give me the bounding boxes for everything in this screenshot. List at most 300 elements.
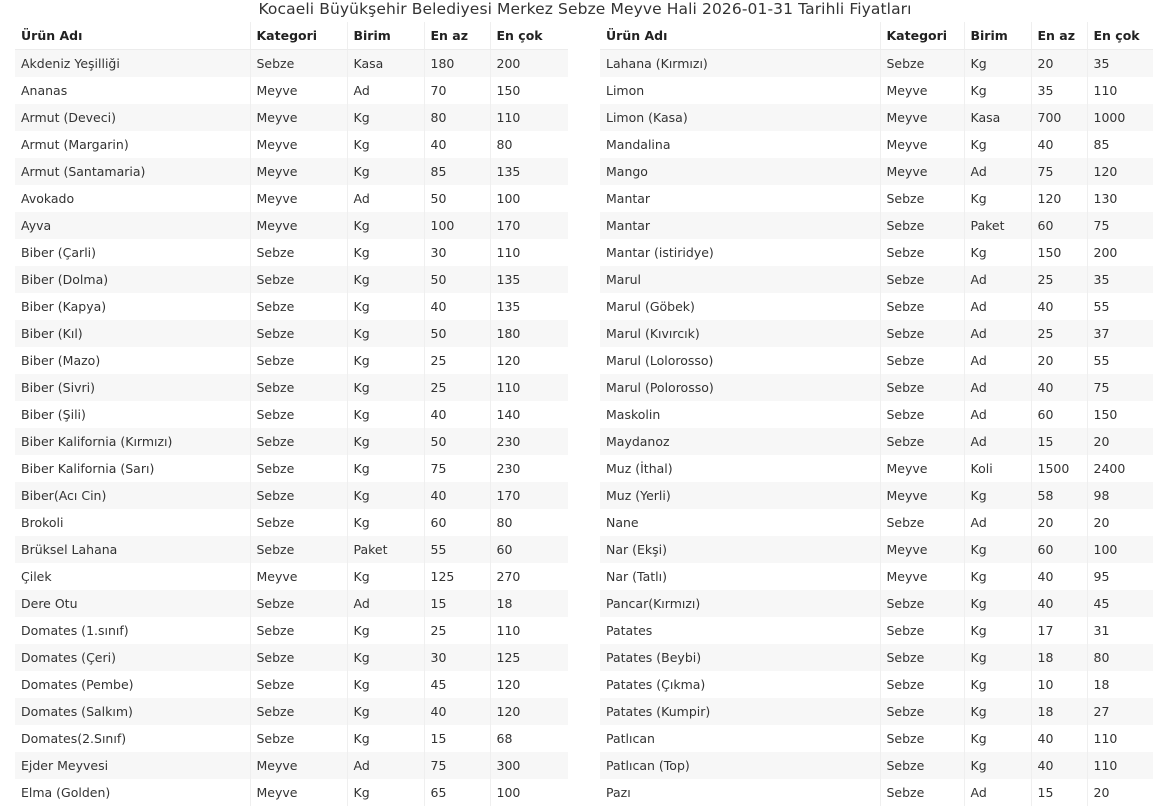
cell-kategori: Meyve bbox=[250, 104, 347, 131]
cell-en-az: 15 bbox=[424, 590, 490, 617]
table-row bbox=[15, 617, 568, 644]
cell-en-az: 50 bbox=[424, 266, 490, 293]
cell-urun-adi: Biber (Sivri) bbox=[15, 374, 250, 401]
cell-kategori: Sebze bbox=[250, 644, 347, 671]
cell-birim: Kg bbox=[964, 671, 1031, 698]
cell-en-cok: 100 bbox=[490, 185, 568, 212]
cell-birim: Ad bbox=[964, 401, 1031, 428]
table-row bbox=[600, 158, 1153, 185]
price-table-right bbox=[600, 22, 1153, 806]
cell-en-cok: 20 bbox=[1087, 509, 1153, 536]
cell-en-az: 40 bbox=[424, 698, 490, 725]
cell-birim: Paket bbox=[347, 536, 424, 563]
cell-urun-adi: Biber (Şili) bbox=[15, 401, 250, 428]
cell-kategori: Sebze bbox=[250, 725, 347, 752]
cell-en-az: 100 bbox=[424, 212, 490, 239]
cell-birim: Kg bbox=[347, 563, 424, 590]
cell-en-cok: 110 bbox=[490, 617, 568, 644]
header-kategori[interactable]: Kategori bbox=[880, 22, 964, 50]
table-header-row bbox=[15, 22, 568, 50]
table-row bbox=[15, 428, 568, 455]
cell-en-cok: 135 bbox=[490, 293, 568, 320]
cell-en-az: 25 bbox=[424, 374, 490, 401]
cell-urun-adi: Domates (Pembe) bbox=[15, 671, 250, 698]
table-row bbox=[15, 779, 568, 806]
header-birim[interactable]: Birim bbox=[347, 22, 424, 50]
table-row bbox=[600, 671, 1153, 698]
cell-kategori: Meyve bbox=[880, 131, 964, 158]
cell-en-az: 60 bbox=[1031, 536, 1087, 563]
cell-birim: Kg bbox=[964, 644, 1031, 671]
cell-en-cok: 18 bbox=[490, 590, 568, 617]
cell-birim: Ad bbox=[964, 428, 1031, 455]
cell-kategori: Sebze bbox=[880, 212, 964, 239]
cell-birim: Kg bbox=[964, 698, 1031, 725]
cell-urun-adi: Domates(2.Sınıf) bbox=[15, 725, 250, 752]
cell-birim: Kg bbox=[347, 617, 424, 644]
cell-en-az: 50 bbox=[424, 320, 490, 347]
cell-birim: Kg bbox=[347, 644, 424, 671]
cell-birim: Kg bbox=[347, 428, 424, 455]
cell-en-cok: 110 bbox=[1087, 752, 1153, 779]
table-row bbox=[600, 212, 1153, 239]
table-row bbox=[600, 428, 1153, 455]
cell-kategori: Sebze bbox=[880, 428, 964, 455]
table-row bbox=[15, 77, 568, 104]
cell-en-cok: 85 bbox=[1087, 131, 1153, 158]
cell-en-az: 25 bbox=[1031, 266, 1087, 293]
table-row bbox=[600, 509, 1153, 536]
cell-en-cok: 230 bbox=[490, 428, 568, 455]
header-kategori[interactable]: Kategori bbox=[250, 22, 347, 50]
cell-en-cok: 75 bbox=[1087, 374, 1153, 401]
cell-urun-adi: Mango bbox=[600, 158, 880, 185]
table-row bbox=[600, 644, 1153, 671]
cell-en-az: 85 bbox=[424, 158, 490, 185]
cell-en-az: 15 bbox=[1031, 779, 1087, 806]
cell-en-az: 45 bbox=[424, 671, 490, 698]
cell-kategori: Meyve bbox=[880, 536, 964, 563]
table-row bbox=[15, 320, 568, 347]
cell-en-cok: 110 bbox=[490, 104, 568, 131]
cell-birim: Paket bbox=[964, 212, 1031, 239]
cell-en-cok: 180 bbox=[490, 320, 568, 347]
table-row bbox=[600, 401, 1153, 428]
cell-en-az: 60 bbox=[1031, 401, 1087, 428]
cell-kategori: Meyve bbox=[250, 212, 347, 239]
table-row bbox=[15, 239, 568, 266]
cell-birim: Ad bbox=[347, 590, 424, 617]
cell-urun-adi: Biber Kalifornia (Kırmızı) bbox=[15, 428, 250, 455]
cell-en-cok: 200 bbox=[490, 50, 568, 78]
cell-birim: Kg bbox=[964, 725, 1031, 752]
cell-en-cok: 125 bbox=[490, 644, 568, 671]
cell-kategori: Sebze bbox=[880, 671, 964, 698]
header-en-az[interactable]: En az bbox=[1031, 22, 1087, 50]
cell-en-cok: 150 bbox=[1087, 401, 1153, 428]
cell-en-cok: 150 bbox=[490, 77, 568, 104]
cell-birim: Kg bbox=[964, 50, 1031, 78]
cell-en-cok: 55 bbox=[1087, 347, 1153, 374]
cell-birim: Kg bbox=[964, 77, 1031, 104]
cell-en-cok: 110 bbox=[490, 374, 568, 401]
cell-birim: Kg bbox=[347, 212, 424, 239]
cell-birim: Kg bbox=[347, 239, 424, 266]
table-row bbox=[15, 158, 568, 185]
cell-en-cok: 20 bbox=[1087, 779, 1153, 806]
cell-en-cok: 120 bbox=[490, 671, 568, 698]
cell-urun-adi: Patlıcan bbox=[600, 725, 880, 752]
cell-kategori: Sebze bbox=[250, 590, 347, 617]
cell-en-az: 25 bbox=[1031, 320, 1087, 347]
cell-kategori: Meyve bbox=[880, 482, 964, 509]
cell-en-az: 75 bbox=[424, 455, 490, 482]
cell-kategori: Sebze bbox=[880, 320, 964, 347]
header-birim[interactable]: Birim bbox=[964, 22, 1031, 50]
cell-en-cok: 120 bbox=[490, 347, 568, 374]
header-en-cok[interactable]: En çok bbox=[1087, 22, 1153, 50]
cell-kategori: Meyve bbox=[250, 752, 347, 779]
cell-urun-adi: Biber Kalifornia (Sarı) bbox=[15, 455, 250, 482]
cell-birim: Kg bbox=[347, 455, 424, 482]
cell-urun-adi: Muz (Yerli) bbox=[600, 482, 880, 509]
cell-urun-adi: Dere Otu bbox=[15, 590, 250, 617]
cell-en-cok: 18 bbox=[1087, 671, 1153, 698]
cell-urun-adi: Armut (Deveci) bbox=[15, 104, 250, 131]
cell-kategori: Meyve bbox=[250, 779, 347, 806]
table-row bbox=[600, 347, 1153, 374]
header-urun-adi[interactable]: Ürün Adı bbox=[600, 22, 880, 50]
cell-en-az: 20 bbox=[1031, 509, 1087, 536]
cell-urun-adi: Domates (1.sınıf) bbox=[15, 617, 250, 644]
cell-birim: Kg bbox=[964, 131, 1031, 158]
cell-urun-adi: Maskolin bbox=[600, 401, 880, 428]
cell-urun-adi: Patates (Çıkma) bbox=[600, 671, 880, 698]
cell-birim: Kg bbox=[347, 509, 424, 536]
cell-en-cok: 120 bbox=[1087, 158, 1153, 185]
cell-en-cok: 170 bbox=[490, 482, 568, 509]
table-row bbox=[600, 320, 1153, 347]
cell-kategori: Meyve bbox=[250, 158, 347, 185]
cell-urun-adi: Biber (Çarli) bbox=[15, 239, 250, 266]
cell-en-az: 40 bbox=[424, 401, 490, 428]
cell-urun-adi: Biber (Kıl) bbox=[15, 320, 250, 347]
cell-en-az: 40 bbox=[1031, 725, 1087, 752]
cell-birim: Ad bbox=[964, 779, 1031, 806]
cell-kategori: Sebze bbox=[880, 752, 964, 779]
header-urun-adi[interactable]: Ürün Adı bbox=[15, 22, 250, 50]
table-row bbox=[600, 590, 1153, 617]
cell-kategori: Sebze bbox=[880, 698, 964, 725]
cell-birim: Kg bbox=[964, 239, 1031, 266]
table-row bbox=[15, 104, 568, 131]
cell-kategori: Sebze bbox=[250, 266, 347, 293]
cell-kategori: Meyve bbox=[880, 104, 964, 131]
cell-en-az: 55 bbox=[424, 536, 490, 563]
cell-birim: Kg bbox=[964, 563, 1031, 590]
cell-en-az: 18 bbox=[1031, 698, 1087, 725]
cell-kategori: Sebze bbox=[250, 50, 347, 78]
cell-birim: Kg bbox=[347, 131, 424, 158]
page-title: Kocaeli Büyükşehir Belediyesi Merkez Sebze Meyve Hali 2026-01-31 Tarihli Fiyatları bbox=[258, 0, 912, 18]
cell-birim: Ad bbox=[964, 347, 1031, 374]
cell-urun-adi: Biber(Acı Cin) bbox=[15, 482, 250, 509]
table-body-left bbox=[15, 50, 568, 807]
cell-en-cok: 95 bbox=[1087, 563, 1153, 590]
cell-birim: Koli bbox=[964, 455, 1031, 482]
price-table-left bbox=[15, 22, 568, 806]
cell-kategori: Sebze bbox=[880, 644, 964, 671]
cell-urun-adi: Mantar bbox=[600, 212, 880, 239]
cell-en-cok: 100 bbox=[490, 779, 568, 806]
cell-urun-adi: Akdeniz Yeşilliği bbox=[15, 50, 250, 78]
cell-en-az: 75 bbox=[1031, 158, 1087, 185]
cell-urun-adi: Brokoli bbox=[15, 509, 250, 536]
cell-birim: Kg bbox=[964, 536, 1031, 563]
cell-birim: Kg bbox=[964, 617, 1031, 644]
cell-urun-adi: Ayva bbox=[15, 212, 250, 239]
cell-en-cok: 75 bbox=[1087, 212, 1153, 239]
cell-birim: Ad bbox=[347, 752, 424, 779]
cell-en-az: 40 bbox=[1031, 293, 1087, 320]
table-row bbox=[15, 536, 568, 563]
table-row bbox=[15, 185, 568, 212]
cell-birim: Kg bbox=[347, 725, 424, 752]
cell-birim: Kg bbox=[347, 266, 424, 293]
cell-en-az: 18 bbox=[1031, 644, 1087, 671]
cell-birim: Kg bbox=[964, 752, 1031, 779]
cell-en-cok: 270 bbox=[490, 563, 568, 590]
cell-en-az: 50 bbox=[424, 185, 490, 212]
cell-birim: Ad bbox=[964, 320, 1031, 347]
cell-kategori: Sebze bbox=[880, 779, 964, 806]
cell-kategori: Sebze bbox=[250, 374, 347, 401]
table-row bbox=[15, 509, 568, 536]
cell-en-cok: 140 bbox=[490, 401, 568, 428]
table-row bbox=[600, 185, 1153, 212]
cell-en-az: 40 bbox=[1031, 752, 1087, 779]
cell-urun-adi: Biber (Dolma) bbox=[15, 266, 250, 293]
table-row bbox=[15, 590, 568, 617]
cell-urun-adi: Domates (Çeri) bbox=[15, 644, 250, 671]
cell-birim: Kg bbox=[347, 104, 424, 131]
cell-en-az: 17 bbox=[1031, 617, 1087, 644]
cell-kategori: Meyve bbox=[880, 563, 964, 590]
cell-kategori: Meyve bbox=[880, 77, 964, 104]
cell-urun-adi: Biber (Mazo) bbox=[15, 347, 250, 374]
header-en-cok[interactable]: En çok bbox=[490, 22, 568, 50]
cell-urun-adi: Patates (Beybi) bbox=[600, 644, 880, 671]
cell-en-cok: 55 bbox=[1087, 293, 1153, 320]
cell-kategori: Sebze bbox=[250, 698, 347, 725]
cell-birim: Kg bbox=[347, 374, 424, 401]
cell-urun-adi: Elma (Golden) bbox=[15, 779, 250, 806]
cell-urun-adi: Ejder Meyvesi bbox=[15, 752, 250, 779]
cell-en-az: 30 bbox=[424, 644, 490, 671]
cell-urun-adi: Marul (Lolorosso) bbox=[600, 347, 880, 374]
cell-kategori: Sebze bbox=[880, 590, 964, 617]
cell-kategori: Sebze bbox=[880, 509, 964, 536]
table-row bbox=[15, 347, 568, 374]
cell-birim: Kg bbox=[347, 401, 424, 428]
table-row bbox=[600, 725, 1153, 752]
cell-en-cok: 98 bbox=[1087, 482, 1153, 509]
cell-en-cok: 200 bbox=[1087, 239, 1153, 266]
cell-en-az: 58 bbox=[1031, 482, 1087, 509]
cell-en-az: 25 bbox=[424, 347, 490, 374]
table-row bbox=[600, 374, 1153, 401]
cell-kategori: Meyve bbox=[250, 563, 347, 590]
cell-en-cok: 300 bbox=[490, 752, 568, 779]
cell-en-cok: 35 bbox=[1087, 266, 1153, 293]
cell-urun-adi: Nane bbox=[600, 509, 880, 536]
cell-urun-adi: Patates (Kumpir) bbox=[600, 698, 880, 725]
cell-birim: Kg bbox=[964, 590, 1031, 617]
cell-en-az: 50 bbox=[424, 428, 490, 455]
cell-en-az: 70 bbox=[424, 77, 490, 104]
cell-en-cok: 110 bbox=[490, 239, 568, 266]
cell-kategori: Meyve bbox=[250, 131, 347, 158]
cell-urun-adi: Patlıcan (Top) bbox=[600, 752, 880, 779]
table-row bbox=[15, 131, 568, 158]
cell-kategori: Sebze bbox=[250, 617, 347, 644]
cell-kategori: Sebze bbox=[250, 428, 347, 455]
cell-en-az: 125 bbox=[424, 563, 490, 590]
cell-birim: Ad bbox=[964, 293, 1031, 320]
table-row bbox=[600, 239, 1153, 266]
cell-en-az: 40 bbox=[1031, 590, 1087, 617]
cell-kategori: Sebze bbox=[880, 725, 964, 752]
cell-en-cok: 110 bbox=[1087, 725, 1153, 752]
cell-en-cok: 80 bbox=[490, 509, 568, 536]
cell-birim: Kg bbox=[347, 320, 424, 347]
cell-en-cok: 170 bbox=[490, 212, 568, 239]
cell-urun-adi: Nar (Ekşi) bbox=[600, 536, 880, 563]
cell-birim: Ad bbox=[964, 266, 1031, 293]
cell-kategori: Sebze bbox=[250, 455, 347, 482]
cell-en-az: 700 bbox=[1031, 104, 1087, 131]
cell-birim: Kg bbox=[964, 482, 1031, 509]
table-row bbox=[15, 698, 568, 725]
cell-en-az: 180 bbox=[424, 50, 490, 78]
cell-urun-adi: Lahana (Kırmızı) bbox=[600, 50, 880, 78]
cell-en-az: 150 bbox=[1031, 239, 1087, 266]
cell-en-az: 15 bbox=[424, 725, 490, 752]
cell-urun-adi: Armut (Margarin) bbox=[15, 131, 250, 158]
table-row bbox=[15, 482, 568, 509]
cell-en-cok: 80 bbox=[1087, 644, 1153, 671]
table-row bbox=[15, 374, 568, 401]
table-row bbox=[600, 131, 1153, 158]
cell-en-cok: 20 bbox=[1087, 428, 1153, 455]
cell-en-cok: 135 bbox=[490, 158, 568, 185]
cell-kategori: Sebze bbox=[250, 509, 347, 536]
table-row bbox=[600, 779, 1153, 806]
cell-urun-adi: Armut (Santamaria) bbox=[15, 158, 250, 185]
table-row bbox=[15, 752, 568, 779]
cell-kategori: Sebze bbox=[250, 293, 347, 320]
cell-birim: Kg bbox=[347, 347, 424, 374]
cell-urun-adi: Marul (Göbek) bbox=[600, 293, 880, 320]
cell-urun-adi: Mandalina bbox=[600, 131, 880, 158]
cell-en-cok: 68 bbox=[490, 725, 568, 752]
cell-birim: Ad bbox=[964, 374, 1031, 401]
cell-kategori: Sebze bbox=[250, 671, 347, 698]
cell-en-cok: 35 bbox=[1087, 50, 1153, 78]
table-row bbox=[15, 293, 568, 320]
table-row bbox=[15, 401, 568, 428]
cell-urun-adi: Domates (Salkım) bbox=[15, 698, 250, 725]
cell-kategori: Sebze bbox=[880, 401, 964, 428]
cell-urun-adi: Avokado bbox=[15, 185, 250, 212]
cell-en-az: 40 bbox=[424, 293, 490, 320]
cell-urun-adi: Pancar(Kırmızı) bbox=[600, 590, 880, 617]
cell-en-az: 120 bbox=[1031, 185, 1087, 212]
cell-en-az: 10 bbox=[1031, 671, 1087, 698]
table-row bbox=[600, 455, 1153, 482]
table-row bbox=[15, 671, 568, 698]
cell-en-cok: 27 bbox=[1087, 698, 1153, 725]
cell-urun-adi: Muz (İthal) bbox=[600, 455, 880, 482]
cell-kategori: Meyve bbox=[250, 185, 347, 212]
cell-en-cok: 60 bbox=[490, 536, 568, 563]
cell-birim: Kg bbox=[347, 698, 424, 725]
cell-urun-adi: Brüksel Lahana bbox=[15, 536, 250, 563]
cell-urun-adi: Marul (Kıvırcık) bbox=[600, 320, 880, 347]
cell-en-az: 40 bbox=[1031, 374, 1087, 401]
table-row bbox=[600, 482, 1153, 509]
cell-urun-adi: Limon bbox=[600, 77, 880, 104]
cell-en-az: 75 bbox=[424, 752, 490, 779]
cell-kategori: Sebze bbox=[250, 536, 347, 563]
cell-en-az: 40 bbox=[424, 482, 490, 509]
cell-en-az: 65 bbox=[424, 779, 490, 806]
cell-en-az: 40 bbox=[1031, 563, 1087, 590]
cell-urun-adi: Limon (Kasa) bbox=[600, 104, 880, 131]
cell-kategori: Sebze bbox=[250, 401, 347, 428]
cell-urun-adi: Mantar bbox=[600, 185, 880, 212]
cell-urun-adi: Maydanoz bbox=[600, 428, 880, 455]
cell-birim: Ad bbox=[964, 509, 1031, 536]
table-row bbox=[600, 563, 1153, 590]
cell-kategori: Meyve bbox=[880, 455, 964, 482]
table-row bbox=[600, 266, 1153, 293]
cell-en-az: 60 bbox=[1031, 212, 1087, 239]
cell-en-az: 80 bbox=[424, 104, 490, 131]
table-row bbox=[15, 266, 568, 293]
table-row bbox=[600, 77, 1153, 104]
cell-en-az: 15 bbox=[1031, 428, 1087, 455]
cell-kategori: Sebze bbox=[880, 374, 964, 401]
cell-kategori: Meyve bbox=[880, 158, 964, 185]
header-en-az[interactable]: En az bbox=[424, 22, 490, 50]
cell-birim: Kg bbox=[347, 779, 424, 806]
cell-en-az: 35 bbox=[1031, 77, 1087, 104]
table-row bbox=[600, 536, 1153, 563]
cell-en-az: 30 bbox=[424, 239, 490, 266]
cell-en-cok: 45 bbox=[1087, 590, 1153, 617]
cell-en-az: 25 bbox=[424, 617, 490, 644]
table-row bbox=[600, 752, 1153, 779]
cell-en-cok: 130 bbox=[1087, 185, 1153, 212]
table-body-right bbox=[600, 50, 1153, 807]
cell-en-az: 1500 bbox=[1031, 455, 1087, 482]
cell-en-cok: 135 bbox=[490, 266, 568, 293]
cell-urun-adi: Pazı bbox=[600, 779, 880, 806]
cell-birim: Ad bbox=[347, 77, 424, 104]
cell-kategori: Sebze bbox=[880, 185, 964, 212]
cell-en-cok: 1000 bbox=[1087, 104, 1153, 131]
